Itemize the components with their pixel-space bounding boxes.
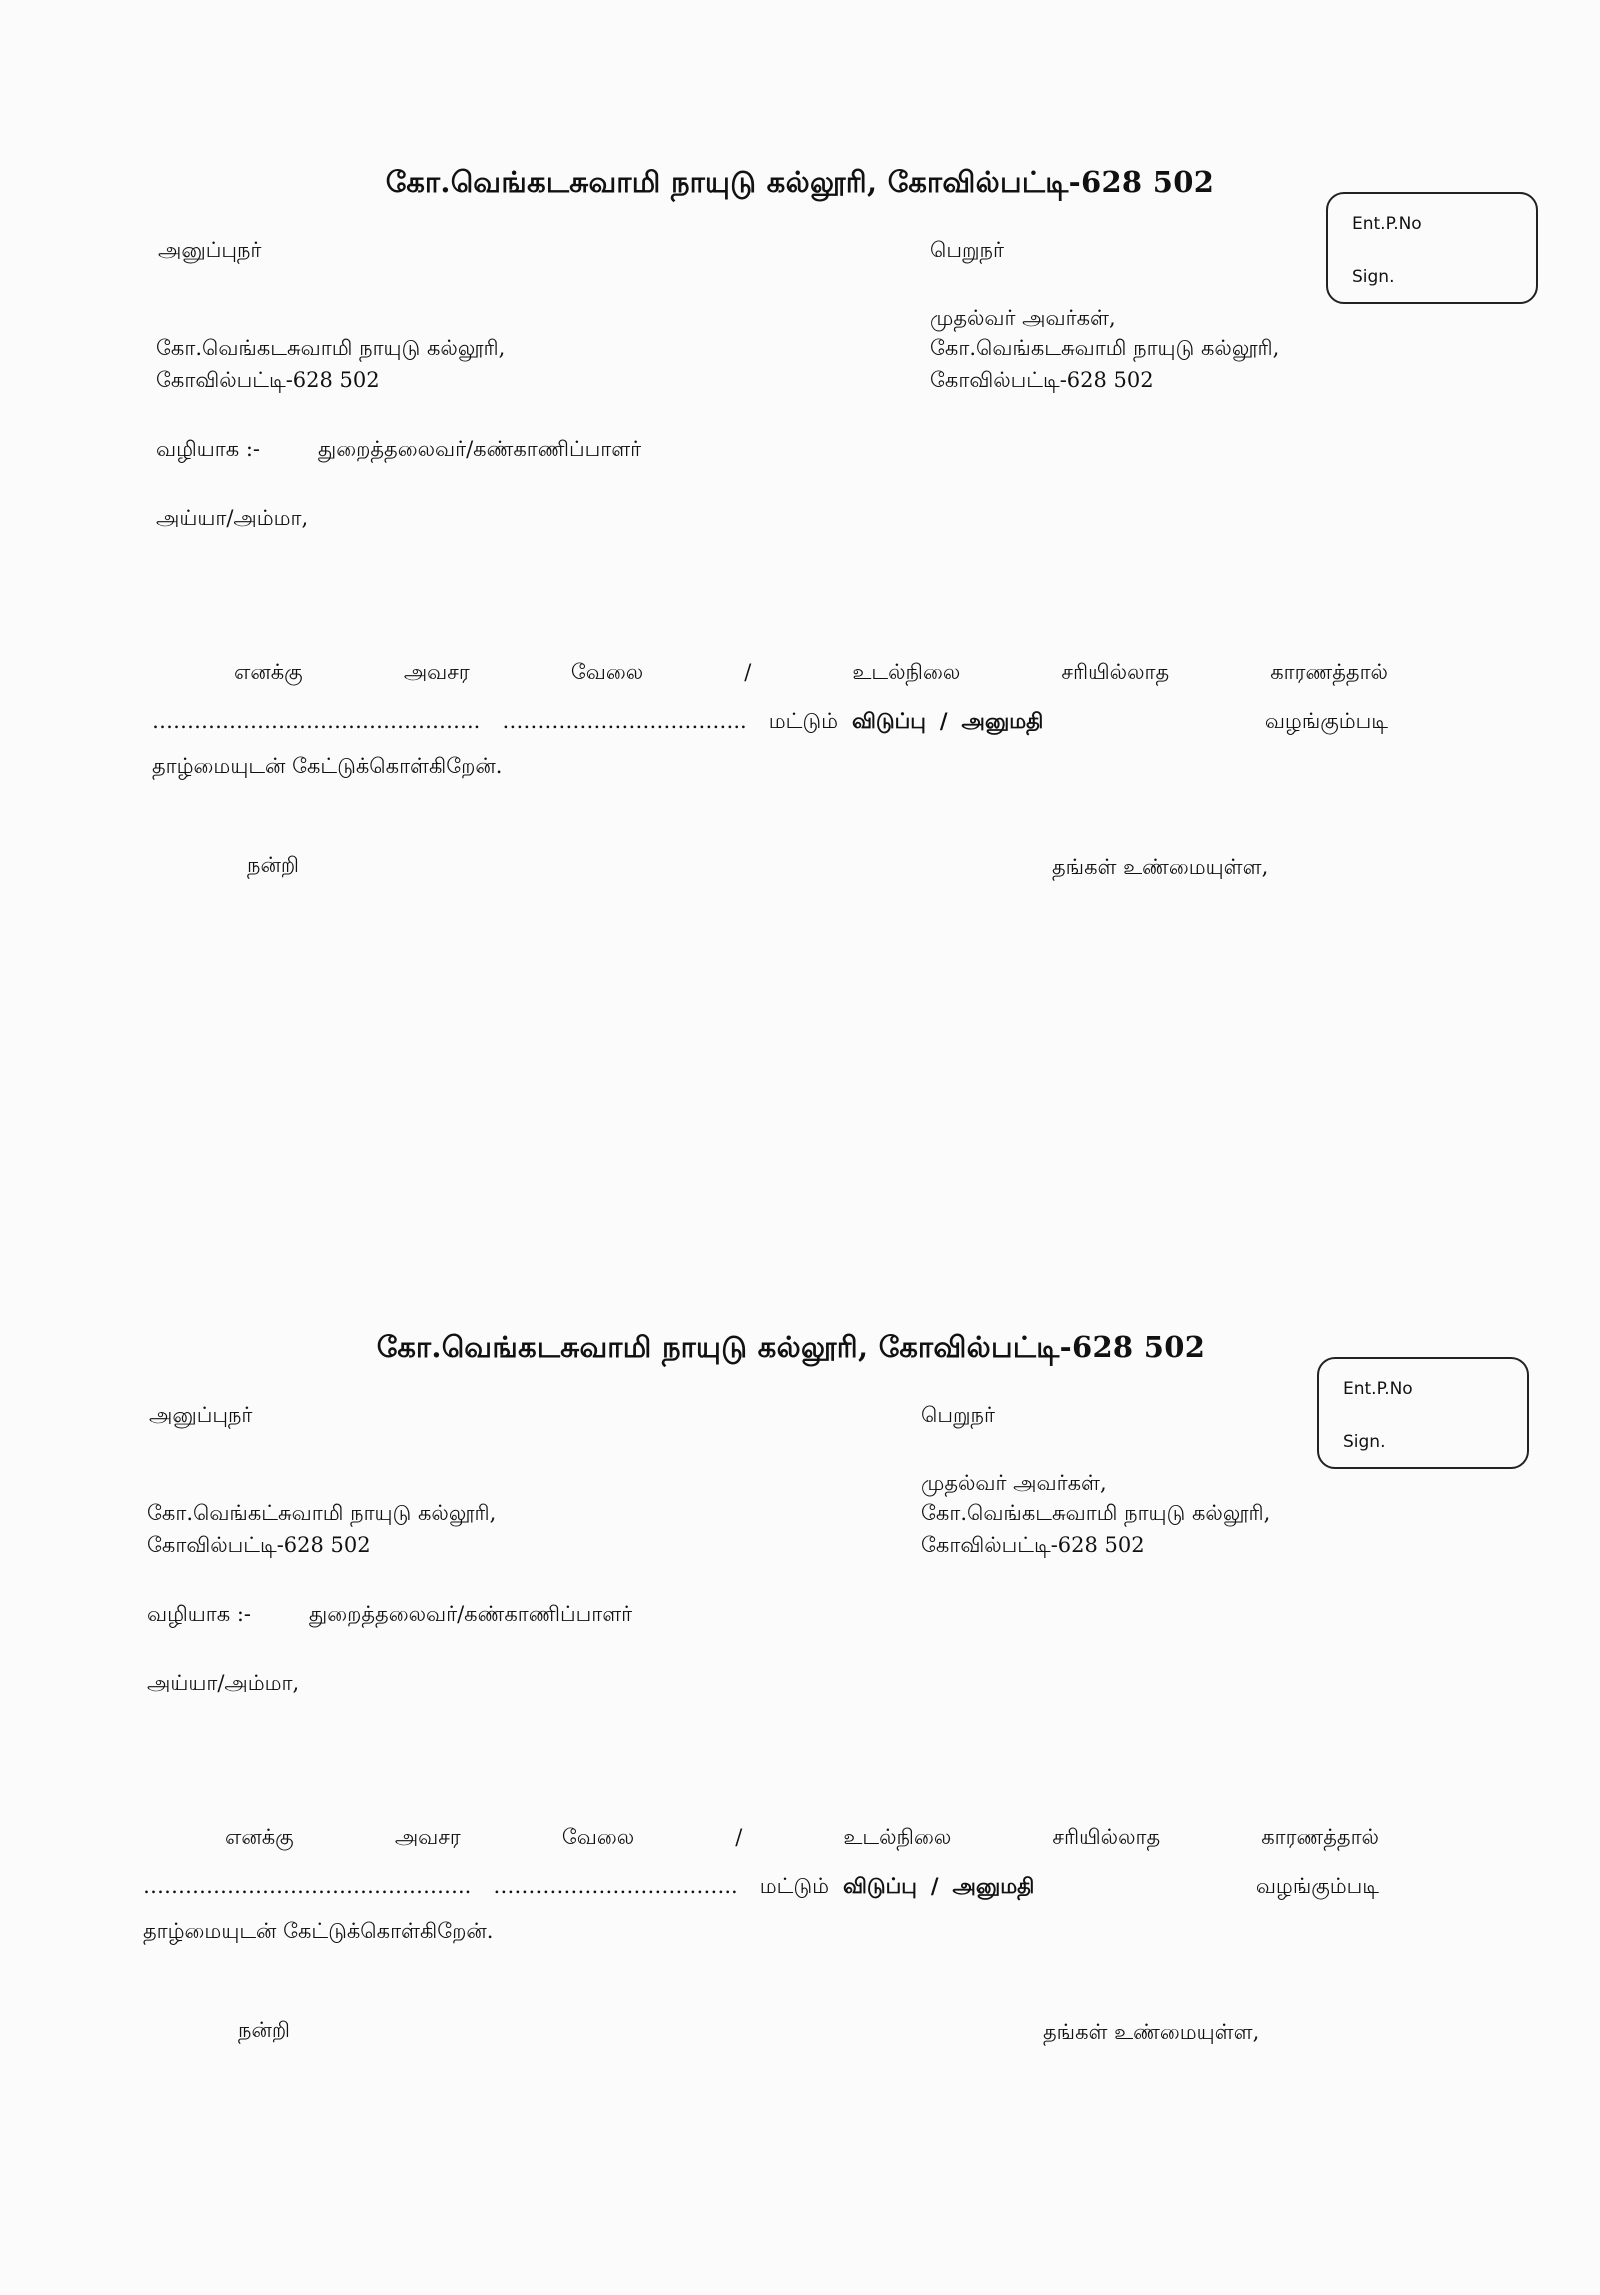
thanks: நன்றி (247, 853, 299, 877)
closing-line: தாழ்மையுடன் கேட்டுக்கொள்கிறேன். (152, 754, 503, 778)
body-word: காரணத்தால் (1261, 1825, 1379, 1849)
sender-line1: கோ.வெங்கடசுவாமி நாயுடு கல்லூரி, (156, 336, 506, 360)
sender-line2: கோவில்பட்டி-628 502 (156, 368, 380, 392)
body-word: சரியில்லாத (1052, 1825, 1161, 1849)
grant-word: வழங்கும்படி (1264, 709, 1388, 733)
leave-form-top (0, 0, 1600, 1130)
body-word: உடல்நிலை (843, 1825, 952, 1849)
body-line-2 (143, 1873, 1379, 1901)
body-line-1 (225, 1825, 1379, 1852)
slash: / (939, 708, 948, 733)
yours-faithfully: தங்கள் உண்மையுள்ள, (1052, 855, 1269, 879)
salutation: அய்யா/அம்மா, (147, 1671, 300, 1695)
closing-line: தாழ்மையுடன் கேட்டுக்கொள்கிறேன். (143, 1919, 494, 1943)
receiver-line1: முதல்வர் அவர்கள், (921, 1471, 1107, 1495)
only-word: மட்டும் (759, 1874, 829, 1898)
college-header: கோ.வெங்கடசுவாமி நாயுடு கல்லூரி, கோவில்பட்டி-628 502 (376, 1330, 1206, 1364)
leave-form-bottom (0, 1165, 1591, 2295)
body-word: வேலை (570, 660, 644, 684)
permission-word: அனுமதி (952, 1873, 1035, 1898)
receiver-line3: கோவில்பட்டி-628 502 (930, 368, 1154, 392)
body-word: சரியில்லாத (1061, 660, 1170, 684)
blank-dots: …………………………….. (493, 1874, 738, 1898)
college-header: கோ.வெங்கடசுவாமி நாயுடு கல்லூரி, கோவில்பட்டி-628 502 (385, 165, 1215, 199)
receiver-line1: முதல்வர் அவர்கள், (930, 306, 1116, 330)
receiver-label: பெறுநர் (921, 1403, 995, 1427)
through-value: துறைத்தலைவர்/கண்காணிப்பாளர் (318, 437, 642, 461)
leave-word: விடுப்பு (851, 708, 926, 733)
body-line-2 (152, 708, 1388, 736)
through-label: வழியாக :- (156, 437, 261, 461)
grant-word: வழங்கும்படி (1255, 1874, 1379, 1898)
only-word: மட்டும் (768, 709, 838, 733)
sender-label: அனுப்புநர் (149, 1403, 253, 1427)
body-word: / (744, 660, 752, 684)
through-value: துறைத்தலைவர்/கண்காணிப்பாளர் (309, 1602, 633, 1626)
thanks: நன்றி (238, 2018, 290, 2042)
sender-label: அனுப்புநர் (158, 238, 262, 262)
body-word: அவசர (403, 660, 470, 684)
ent-p-no-label: Ent.P.No (1352, 214, 1422, 234)
body-line-1 (234, 660, 1388, 687)
body-word: காரணத்தால் (1270, 660, 1388, 684)
body-word: எனக்கு (234, 660, 303, 684)
entry-box (1317, 1357, 1529, 1469)
slash: / (930, 1873, 939, 1898)
entry-box (1326, 192, 1538, 304)
blank-dots: …………………………….. (502, 709, 747, 733)
salutation: அய்யா/அம்மா, (156, 506, 309, 530)
sign-label: Sign. (1343, 1432, 1386, 1452)
body-word: / (735, 1825, 743, 1849)
blank-dots: ……………………………………….. (143, 1874, 472, 1898)
leave-word: விடுப்பு (842, 1873, 917, 1898)
yours-faithfully: தங்கள் உண்மையுள்ள, (1043, 2020, 1260, 2044)
receiver-line3: கோவில்பட்டி-628 502 (921, 1533, 1145, 1557)
blank-dots: ……………………………………….. (152, 709, 481, 733)
receiver-line2: கோ.வெங்கடசுவாமி நாயுடு கல்லூரி, (921, 1501, 1271, 1525)
sender-line2: கோவில்பட்டி-628 502 (147, 1533, 371, 1557)
body-word: எனக்கு (225, 1825, 294, 1849)
receiver-label: பெறுநர் (930, 238, 1004, 262)
body-word: உடல்நிலை (852, 660, 961, 684)
ent-p-no-label: Ent.P.No (1343, 1379, 1413, 1399)
sign-label: Sign. (1352, 267, 1395, 287)
through-label: வழியாக :- (147, 1602, 252, 1626)
receiver-line2: கோ.வெங்கடசுவாமி நாயுடு கல்லூரி, (930, 336, 1280, 360)
body-word: வேலை (561, 1825, 635, 1849)
permission-word: அனுமதி (961, 708, 1044, 733)
sender-line1: கோ.வெங்கட்சுவாமி நாயுடு கல்லூரி, (147, 1501, 497, 1525)
body-word: அவசர (394, 1825, 461, 1849)
